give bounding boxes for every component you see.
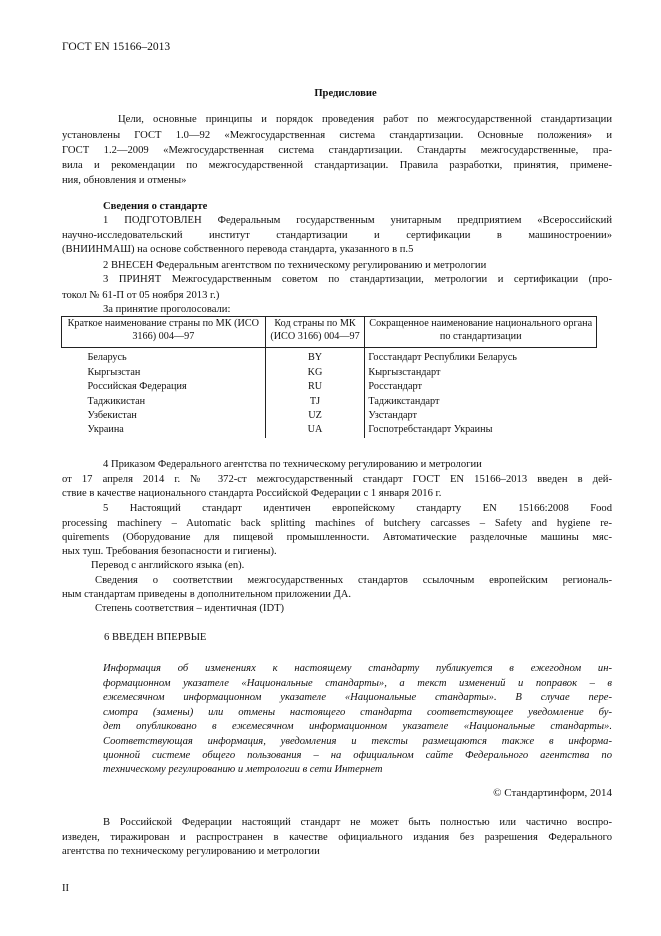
header-country-code: Код страны по МК (ИСО 3166) 004—97 bbox=[265, 317, 365, 348]
restriction-line: В Российской Федерации настоящий стандарт не может быть полностью или частично воспро- bbox=[103, 817, 612, 828]
code-cell: KG bbox=[265, 366, 365, 380]
item-4-line: 4 Приказом Федерального агентства по техническому регулированию и метрологии bbox=[103, 459, 482, 470]
standard-id-header: ГОСТ EN 15166–2013 bbox=[62, 41, 171, 53]
body-cell: Госстандарт Республики Беларусь bbox=[368, 352, 517, 364]
about-title: Сведения о стандарте bbox=[103, 201, 208, 212]
info-line: дет опубликовано в ежемесячном информационном указателе «Национальные стандарты». bbox=[103, 721, 612, 732]
intro-line: установлены ГОСТ 1.0—92 «Межгосударственная система стандартизации. Основные положения» и bbox=[62, 130, 612, 141]
conformity-degree: Степень соответствия – идентичная (IDT) bbox=[95, 603, 285, 614]
item-1-line: (ВНИИНМАШ) на основе собственного перевода стандарта, указанного в п.5 bbox=[62, 244, 414, 255]
item-5-line: ных туш. Требования безопасности и гигиены). bbox=[62, 546, 277, 557]
page-number: II bbox=[62, 883, 70, 894]
copyright: © Стандартинформ, 2014 bbox=[493, 787, 612, 799]
table-header-row bbox=[62, 317, 597, 348]
item-5-line: quirements (Оборудование для пищевой промышленности. Автоматические разделочные машины мяс- bbox=[62, 532, 612, 543]
voting-countries-table bbox=[61, 316, 597, 438]
restriction-line: агентства по техническому регулированию и метрологии bbox=[62, 846, 320, 857]
body-cell: Таджикстандарт bbox=[368, 395, 440, 407]
item-5-line: processing machinery – Automatic back splitting machines of butchery carcasses – Safety and hygiene re- bbox=[62, 518, 612, 529]
info-line: смотра (замены) или отмены настоящего стандарта соответствующее уведомление бу- bbox=[103, 707, 612, 718]
item-3-line: 3 ПРИНЯТ Межгосударственным советом по стандартизации, метрологии и сертификации (про- bbox=[103, 274, 612, 285]
table-row bbox=[62, 380, 597, 394]
info-line: техническому регулированию и метрологии в сети Интернет bbox=[103, 764, 383, 775]
body-cell: Кыргызстандарт bbox=[368, 366, 441, 378]
item-2: 2 ВНЕСЕН Федеральным агентством по техническому регулированию и метрологии bbox=[103, 260, 487, 271]
intro-line: ГОСТ 1.2—2009 «Межгосударственная система стандартизации. Стандарты межгосударственные, пра- bbox=[62, 145, 612, 156]
table-row bbox=[62, 347, 597, 366]
item-5-line: 5 Настоящий стандарт идентичен европейскому стандарту EN 15166:2008 Food bbox=[103, 503, 612, 514]
table-row bbox=[62, 395, 597, 409]
table-row bbox=[62, 424, 597, 438]
body-cell: Госпотребстандарт Украины bbox=[368, 424, 493, 436]
header-national-body: Сокращенное наименование национального органа по стандартизации bbox=[365, 317, 597, 348]
item-1-line: научно-исследовательский институт стандартизации и сертификации в машиностроении» bbox=[62, 230, 612, 241]
country-cell: Беларусь bbox=[62, 347, 266, 366]
item-4-line: ствие в качестве национального стандарта Российской Федерации с 1 января 2016 г. bbox=[62, 488, 442, 499]
references-line: ным стандартам приведены в дополнительном приложении ДА. bbox=[62, 589, 352, 600]
header-country-name: Краткое наименование страны по МК (ИСО 3166) 004—97 bbox=[62, 317, 266, 348]
code-cell: BY bbox=[265, 347, 365, 366]
code-cell: UZ bbox=[265, 409, 365, 423]
info-line: Соответствующая информация, уведомления и тексты размещаются также в информа- bbox=[103, 736, 612, 747]
info-line: ционной системе общего пользования – на официальном сайте Федерального агентства по bbox=[103, 750, 612, 761]
body-cell: Росстандарт bbox=[368, 381, 422, 393]
intro-line: вила и рекомендации по межгосударственной стандартизации. Правила разработки, принятия, примене- bbox=[62, 160, 612, 171]
info-line: Информация об изменениях к настоящему стандарту публикуется в ежегодном ин- bbox=[103, 663, 612, 674]
code-cell: TJ bbox=[265, 395, 365, 409]
code-cell: RU bbox=[265, 380, 365, 394]
info-line: формационном указателе «Национальные стандарты», а текст изменений и поправок – в bbox=[103, 678, 612, 689]
country-cell: Узбекистан bbox=[62, 409, 266, 423]
code-cell: UA bbox=[265, 424, 365, 438]
item-1-line: 1 ПОДГОТОВЛЕН Федеральным государственным унитарным предприятием «Всероссийский bbox=[103, 215, 612, 226]
country-cell: Кыргызстан bbox=[62, 366, 266, 380]
item-4-line: от 17 апреля 2014 г. № 372-ст межгосударственный стандарт ГОСТ EN 15166–2013 введен в дей- bbox=[62, 474, 612, 485]
item-3-line: токол № 61-П от 05 ноября 2013 г.) bbox=[62, 290, 220, 301]
country-cell: Таджикистан bbox=[62, 395, 266, 409]
foreword-title: Предисловие bbox=[314, 88, 377, 99]
restriction-line: изведен, тиражирован и распространен в качестве официального издания без разрешения Федерального bbox=[62, 832, 612, 843]
voted-label: За принятие проголосовали: bbox=[103, 304, 231, 315]
table-row bbox=[62, 409, 597, 423]
intro-line: ния, обновления и отмены» bbox=[62, 175, 187, 186]
table-row bbox=[62, 366, 597, 380]
country-cell: Украина bbox=[62, 424, 266, 438]
body-cell: Узстандарт bbox=[368, 409, 417, 421]
item-6: 6 ВВЕДЕН ВПЕРВЫЕ bbox=[104, 632, 207, 643]
references-line: Сведения о соответствии межгосударственных стандартов ссылочным европейским региональ- bbox=[95, 575, 612, 586]
info-line: ежемесячном информационном указателе «Национальные стандарты». В случае пере- bbox=[103, 692, 612, 703]
intro-line: Цели, основные принципы и порядок проведения работ по межгосударственной стандартизации bbox=[118, 114, 612, 125]
country-cell: Российская Федерация bbox=[62, 380, 266, 394]
translation-note: Перевод с английского языка (en). bbox=[91, 560, 245, 571]
